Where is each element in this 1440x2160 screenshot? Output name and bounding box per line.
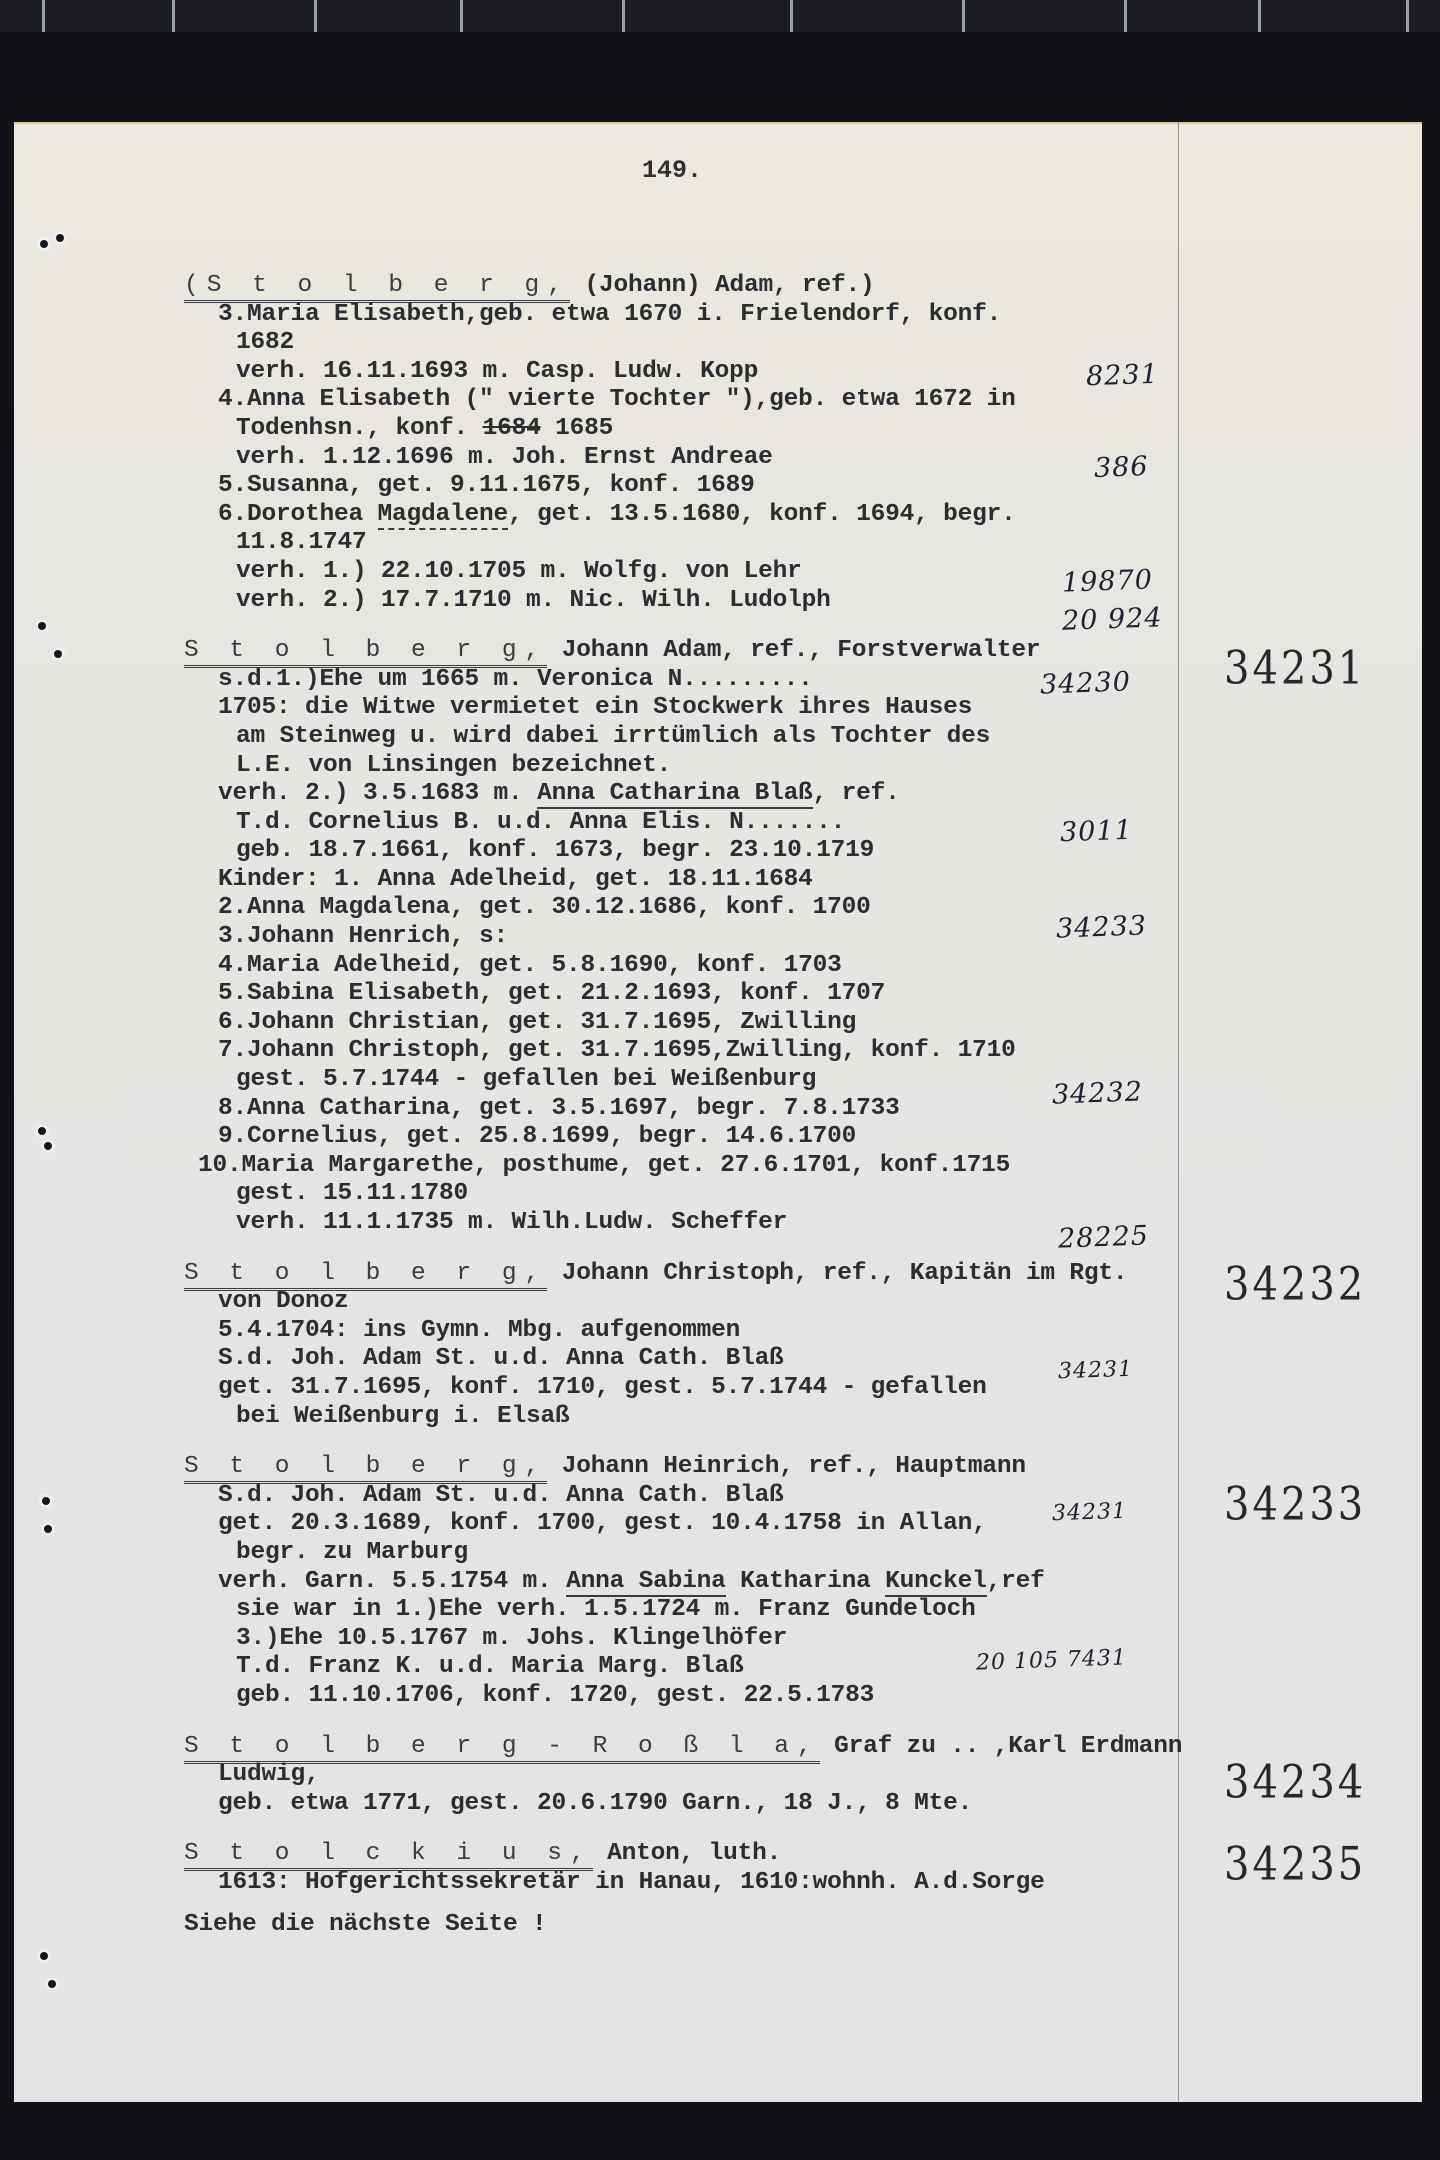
entry-line: verh. 2.) 17.7.1710 m. Nic. Wilh. Ludolph — [236, 586, 831, 614]
header-given-names: (Johann) Adam, ref.) — [569, 272, 875, 299]
punch-hole-icon — [40, 1952, 48, 1960]
entry-line: gest. 15.11.1780 — [236, 1180, 469, 1208]
entry-header — [184, 637, 1244, 666]
entry-number-34234: 34234 — [1224, 1756, 1367, 1809]
handwritten-annotation: 34231 — [1051, 1498, 1128, 1527]
handwritten-annotation: 19870 — [1061, 564, 1154, 599]
punch-hole-icon — [54, 650, 62, 658]
surname: S t o l b e r g, — [184, 637, 547, 668]
entry-line: 7.Johann Christoph, get. 31.7.1695,Zwilling, konf. 1710 — [218, 1037, 1016, 1065]
entry-line: 5.Susanna, get. 9.11.1675, konf. 1689 — [218, 472, 755, 500]
entry-line — [184, 1568, 1244, 1597]
entry-continuation — [184, 272, 1244, 615]
entry-line: L.E. von Linsingen bezeichnet. — [236, 751, 672, 779]
page-number: 149. — [642, 156, 703, 185]
entry-line: geb. 18.7.1661, konf. 1673, begr. 23.10.1719 — [236, 837, 875, 865]
punch-hole-icon — [38, 1127, 46, 1135]
struck-out-year: 1684 — [482, 414, 541, 442]
underlined-name: Kunckel — [885, 1567, 987, 1595]
entry-header — [184, 1840, 1244, 1869]
film-tick — [460, 0, 463, 32]
entry-header — [184, 1733, 1244, 1762]
film-tick — [622, 0, 625, 32]
film-tick — [962, 0, 965, 32]
entry-34232 — [184, 1260, 1244, 1432]
entry-line: 1682 — [236, 329, 295, 357]
film-tick — [1124, 0, 1127, 32]
surname: S t o l b e r g, — [184, 1453, 547, 1484]
line-text: ,ref — [986, 1567, 1045, 1595]
film-tick — [42, 0, 45, 32]
entry-number-34235: 34235 — [1224, 1838, 1367, 1891]
entry-line — [184, 780, 1244, 809]
entry-line: 9.Cornelius, get. 25.8.1699, begr. 14.6.1700 — [218, 1123, 857, 1151]
entry-line: geb. etwa 1771, gest. 20.6.1790 Garn., 18 J., 8 Mte. — [218, 1789, 973, 1817]
entry-34234 — [184, 1733, 1244, 1819]
underlined-name: Magdalene — [377, 500, 509, 528]
entry-number-34232: 34232 — [1224, 1258, 1367, 1311]
header-given-names: Johann Christoph, ref., Kapitän im Rgt. — [547, 1259, 1128, 1287]
handwritten-annotation: 386 — [1093, 451, 1150, 484]
handwritten-annotation: 20 105 7431 — [975, 1645, 1128, 1676]
header-given-names: Graf zu .. ,Karl Erdmann — [819, 1732, 1183, 1760]
continued-on-next-page-note: Siehe die nächste Seite ! — [184, 1911, 547, 1939]
surname: S t o l b e r g - R o ß l a, — [184, 1733, 820, 1764]
header-given-names: Anton, luth. — [592, 1840, 782, 1868]
entry-line: geb. 11.10.1706, konf. 1720, gest. 22.5.1783 — [236, 1681, 875, 1709]
entry-line: 4.Maria Adelheid, get. 5.8.1690, konf. 1703 — [218, 951, 842, 979]
line-text: verh. Garn. 5.5.1754 m. — [218, 1567, 567, 1595]
header-prefix: ( — [184, 272, 207, 299]
punch-hole-icon — [38, 622, 46, 630]
punch-hole-icon — [42, 1497, 50, 1505]
entry-line — [184, 501, 1244, 530]
entry-line: am Steinweg u. wird dabei irrtümlich als Tochter des — [236, 722, 991, 750]
entry-number-34231: 34231 — [1224, 642, 1367, 695]
handwritten-annotation: 34230 — [1039, 666, 1132, 701]
entry-line: 3.Johann Henrich, s: — [218, 923, 509, 951]
entry-line: get. 20.3.1689, konf. 1700, gest. 10.4.1758 in Allan, — [218, 1510, 987, 1538]
entry-line: 4.Anna Elisabeth (" vierte Tochter "),geb. etwa 1672 in — [218, 386, 1016, 414]
entry-line: 3.)Ehe 10.5.1767 m. Johs. Klingelhöfer — [236, 1624, 788, 1652]
film-tick — [172, 0, 175, 32]
surname: S t o l c k i u s, — [184, 1840, 593, 1871]
line-text: Todenhsn., konf. — [236, 414, 469, 442]
entry-line: verh. 16.11.1693 m. Casp. Ludw. Kopp — [236, 357, 759, 385]
underlined-name: Anna Catharina Blaß — [537, 780, 813, 808]
typed-body — [184, 272, 1244, 1940]
line-text: verh. 2.) 3.5.1683 m. — [218, 780, 538, 808]
entry-line: verh. 1.) 22.10.1705 m. Wolfg. von Lehr — [236, 557, 802, 585]
entry-line: S.d. Joh. Adam St. u.d. Anna Cath. Blaß — [218, 1481, 784, 1509]
entry-header — [184, 1260, 1244, 1289]
entry-line: T.d. Cornelius B. u.d. Anna Elis. N....... — [236, 808, 846, 836]
film-tick — [790, 0, 793, 32]
film-tick — [314, 0, 317, 32]
entry-line: begr. zu Marburg — [236, 1538, 469, 1566]
entry-line: von Donoz — [218, 1288, 349, 1316]
entry-header — [184, 1453, 1244, 1482]
handwritten-annotation: 8231 — [1085, 358, 1160, 393]
entry-line: gest. 5.7.1744 - gefallen bei Weißenburg — [236, 1066, 817, 1094]
surname: S t o l b e r g, — [184, 1260, 547, 1291]
entry-line — [184, 415, 1244, 444]
punch-hole-icon — [44, 1142, 52, 1150]
entry-line: S.d. Joh. Adam St. u.d. Anna Cath. Blaß — [218, 1345, 784, 1373]
line-text: , get. 13.5.1680, konf. 1694, begr. — [508, 500, 1016, 528]
entry-line: verh. 11.1.1735 m. Wilh.Ludw. Scheffer — [236, 1209, 788, 1236]
header-given-names: Johann Adam, ref., Forstverwalter — [547, 637, 1041, 665]
entry-line: Kinder: 1. Anna Adelheid, get. 18.11.1684 — [218, 865, 813, 893]
entry-line: Ludwig, — [218, 1761, 320, 1789]
entry-line: 5.4.1704: ins Gymn. Mbg. aufgenommen — [218, 1316, 741, 1344]
handwritten-annotation: 34232 — [1051, 1076, 1144, 1111]
punch-hole-icon — [48, 1980, 56, 1988]
film-tick — [1406, 0, 1409, 32]
line-text: 6.Dorothea — [218, 500, 378, 528]
entry-line: 1705: die Witwe vermietet ein Stockwerk ihres Hauses — [218, 694, 973, 722]
entry-line: s.d.1.)Ehe um 1665 m. Veronica N......... — [218, 665, 813, 693]
entry-line: T.d. Franz K. u.d. Maria Marg. Blaß — [236, 1653, 744, 1681]
punch-hole-icon — [40, 240, 48, 248]
handwritten-annotation: 20 924 — [1061, 602, 1163, 637]
entry-line: 8.Anna Catharina, get. 3.5.1697, begr. 7.8.1733 — [218, 1094, 900, 1122]
handwritten-annotation: 3011 — [1059, 814, 1134, 849]
entry-line: verh. 1.12.1696 m. Joh. Ernst Andreae — [236, 443, 773, 471]
entry-line: 2.Anna Magdalena, get. 30.12.1686, konf. 1700 — [218, 894, 871, 922]
line-text: , ref. — [812, 780, 900, 808]
entry-34233 — [184, 1453, 1244, 1710]
entry-header — [184, 272, 1244, 301]
header-given-names: Johann Heinrich, ref., Hauptmann — [547, 1453, 1026, 1481]
corrected-year: 1685 — [540, 414, 614, 442]
entry-line: get. 31.7.1695, konf. 1710, gest. 5.7.1744 - gefallen — [218, 1373, 987, 1401]
entry-34235 — [184, 1840, 1244, 1897]
underlined-name: Anna Sabina — [566, 1567, 726, 1595]
line-text: Katharina — [725, 1567, 886, 1595]
entry-line: sie war in 1.)Ehe verh. 1.5.1724 m. Franz Gundeloch — [236, 1596, 976, 1624]
document-page — [14, 122, 1422, 2102]
punch-hole-icon — [44, 1525, 52, 1533]
surname: S t o l b e r g, — [206, 272, 570, 299]
entry-line: 11.8.1747 — [236, 529, 367, 557]
entry-number-34233: 34233 — [1224, 1478, 1367, 1531]
entry-line: 5.Sabina Elisabeth, get. 21.2.1693, konf. 1707 — [218, 980, 886, 1008]
handwritten-annotation: 34231 — [1057, 1356, 1134, 1385]
entry-34231 — [184, 637, 1244, 1237]
handwritten-annotation: 34233 — [1055, 910, 1148, 945]
handwritten-annotation: 28225 — [1057, 1220, 1150, 1255]
entry-line: 6.Johann Christian, get. 31.7.1695, Zwilling — [218, 1008, 857, 1036]
film-border-top — [0, 0, 1440, 32]
entry-line: 3.Maria Elisabeth,geb. etwa 1670 i. Frielendorf, konf. — [218, 300, 1002, 328]
entry-line: 10.Maria Margarethe, posthume, get. 27.6.1701, konf.1715 — [198, 1151, 1011, 1179]
entry-line: bei Weißenburg i. Elsaß — [236, 1402, 570, 1430]
entry-line: 1613: Hofgerichtssekretär in Hanau, 1610:wohnh. A.d.Sorge — [218, 1868, 1045, 1896]
film-tick — [1258, 0, 1261, 32]
punch-hole-icon — [56, 234, 64, 242]
